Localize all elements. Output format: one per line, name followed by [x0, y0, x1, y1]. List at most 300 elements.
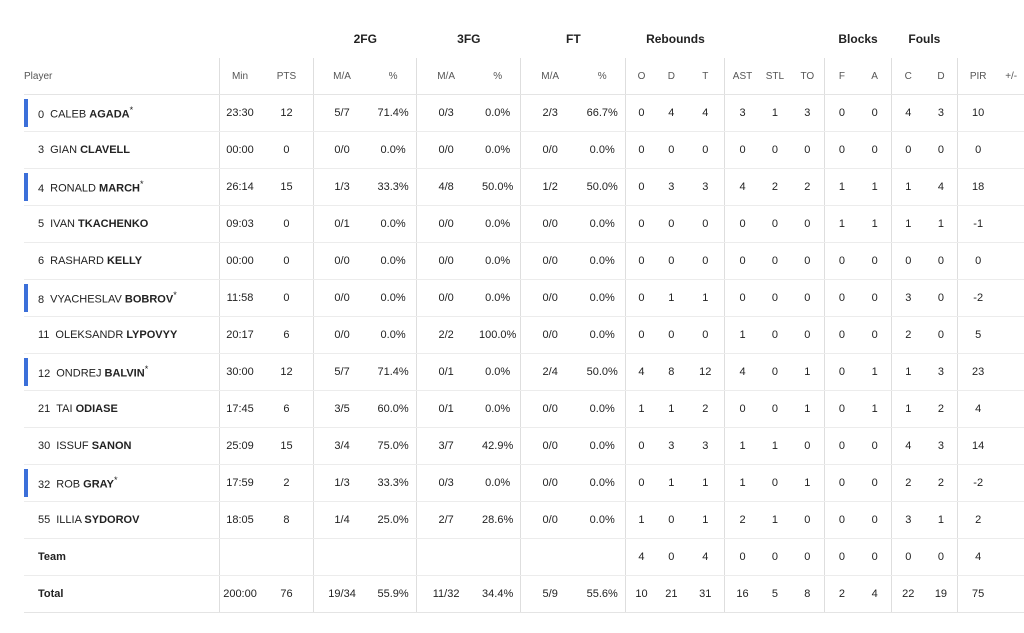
stat-cell: 0 [686, 243, 725, 280]
stat-cell: 0 [760, 354, 791, 391]
starter-indicator [24, 99, 28, 127]
stat-cell [998, 95, 1024, 132]
stat-cell: 3 [925, 428, 958, 465]
stat-cell: 71.4% [370, 95, 417, 132]
starter-indicator [24, 173, 28, 201]
player-cell[interactable] [24, 428, 220, 465]
stat-cell: 0.0% [579, 243, 626, 280]
stat-cell: 0.0% [579, 132, 626, 169]
stat-cell: 0 [790, 428, 825, 465]
stat-cell: 2 [686, 391, 725, 428]
stat-cell: 18:05 [220, 502, 260, 539]
stat-cell: 0 [825, 428, 859, 465]
stat-cell: 5/7 [314, 354, 370, 391]
player-cell[interactable] [24, 317, 220, 354]
player-row[interactable] [24, 391, 1024, 428]
stat-cell: 4 [859, 576, 892, 613]
player-cell[interactable] [24, 243, 220, 280]
stat-cell: 0 [825, 391, 859, 428]
stat-cell: 16 [725, 576, 760, 613]
player-last-name: GRAY [83, 478, 114, 491]
stat-cell: 2/7 [417, 502, 475, 539]
stat-cell [998, 539, 1024, 576]
stat-cell: 4 [891, 95, 925, 132]
stat-cell: 0/0 [521, 502, 579, 539]
stat-cell: 31 [686, 576, 725, 613]
starter-indicator [24, 284, 28, 312]
stat-cell [579, 539, 626, 576]
stat-cell: 1 [760, 428, 791, 465]
stat-cell: 10 [958, 95, 999, 132]
stat-cell: 0 [790, 243, 825, 280]
stat-cell: 1 [657, 391, 687, 428]
stat-cell: 0 [686, 206, 725, 243]
player-first-name: CALEB [50, 108, 87, 121]
stat-cell: 0 [891, 539, 925, 576]
stat-cell: 50.0% [579, 354, 626, 391]
stat-cell: 0/0 [521, 132, 579, 169]
stat-cell: 1 [790, 391, 825, 428]
column-header: PIR [958, 58, 999, 95]
stat-cell: 1 [626, 391, 657, 428]
player-first-name: ROB [56, 478, 81, 491]
stat-cell: 0/3 [417, 465, 475, 502]
stat-cell: 0/0 [521, 243, 579, 280]
player-last-name: AGADA [89, 108, 130, 121]
player-row[interactable] [24, 354, 1024, 391]
stat-cell: 3 [925, 354, 958, 391]
player-last-name: KELLY [106, 255, 143, 267]
player-last-name: BOBROV [124, 293, 174, 306]
stat-cell: 0 [626, 317, 657, 354]
stat-cell: 4 [686, 95, 725, 132]
stat-cell: 6 [260, 391, 314, 428]
stat-cell: 0 [657, 206, 687, 243]
stat-cell: 25.0% [370, 502, 417, 539]
stat-cell [998, 502, 1024, 539]
stat-cell: 0/0 [314, 280, 370, 317]
stat-cell: 26:14 [220, 169, 260, 206]
stat-cell: 1/3 [314, 465, 370, 502]
stat-cell [475, 539, 521, 576]
stat-cell: 76 [260, 576, 314, 613]
stat-cell: 2/2 [417, 317, 475, 354]
stat-cell: 0 [626, 95, 657, 132]
player-cell[interactable] [24, 465, 220, 502]
stat-cell: 0.0% [475, 465, 521, 502]
stat-cell: 0 [859, 243, 892, 280]
stat-cell: 12 [686, 354, 725, 391]
stat-cell: 0/1 [417, 391, 475, 428]
stat-cell: 0 [925, 243, 958, 280]
player-row[interactable] [24, 317, 1024, 354]
player-row[interactable] [24, 280, 1024, 317]
player-last-name: TKACHENKO [78, 218, 149, 230]
stat-cell: 2 [725, 502, 760, 539]
stat-cell: 4 [891, 428, 925, 465]
stat-cell [998, 465, 1024, 502]
stat-cell: 0/0 [521, 280, 579, 317]
stat-cell: 0 [657, 243, 687, 280]
stat-cell: 0 [825, 243, 859, 280]
column-header: M/A [521, 58, 579, 95]
stat-cell: 1 [859, 169, 892, 206]
stat-cell: 0 [760, 465, 791, 502]
stat-cell: 0 [626, 132, 657, 169]
stat-cell: 1 [760, 95, 791, 132]
stat-cell: 8 [657, 354, 687, 391]
stat-cell: 34.4% [475, 576, 521, 613]
player-number: 30 [38, 440, 51, 452]
stat-cell: 0 [859, 502, 892, 539]
stat-cell: 4 [958, 539, 999, 576]
stat-cell: 4 [657, 95, 687, 132]
player-number: 8 [38, 293, 45, 306]
stat-cell: 0.0% [579, 206, 626, 243]
stat-cell: 1 [686, 465, 725, 502]
stat-cell: 55.9% [370, 576, 417, 613]
stat-cell: 33.3% [370, 465, 417, 502]
stat-cell: 200:00 [220, 576, 260, 613]
stat-cell [998, 317, 1024, 354]
stat-cell: 0/3 [417, 95, 475, 132]
stat-cell: 0 [790, 206, 825, 243]
stat-cell: 0 [891, 132, 925, 169]
stat-cell: 0 [760, 539, 791, 576]
stat-cell: 0/0 [521, 317, 579, 354]
stat-cell: 11/32 [417, 576, 475, 613]
stat-cell: 0 [657, 539, 687, 576]
stat-cell: 1 [859, 354, 892, 391]
stat-cell: 0.0% [475, 95, 521, 132]
stat-cell [521, 539, 579, 576]
column-header: F [825, 58, 859, 95]
starter-marker: * [144, 364, 149, 375]
stat-cell: 00:00 [220, 243, 260, 280]
stat-cell: 0/0 [521, 428, 579, 465]
stat-cell: 8 [260, 502, 314, 539]
column-header: +/- [998, 58, 1024, 95]
stat-cell: 0 [825, 539, 859, 576]
stat-cell: 23 [958, 354, 999, 391]
group-header-empty-2 [725, 20, 825, 58]
stat-cell: 0 [686, 132, 725, 169]
player-last-name: SYDOROV [84, 514, 140, 526]
stat-cell: 0.0% [579, 428, 626, 465]
stat-cell: 0 [626, 465, 657, 502]
player-last-name: SANON [91, 440, 132, 452]
stat-cell: -1 [958, 206, 999, 243]
total-row [24, 576, 1024, 613]
player-first-name: IVAN [50, 218, 75, 230]
stat-cell: 1 [657, 280, 687, 317]
stat-cell: 0 [958, 132, 999, 169]
player-number: 5 [38, 218, 45, 230]
stat-cell: 3 [686, 169, 725, 206]
stat-cell: 0 [859, 428, 892, 465]
stat-cell: 0 [825, 354, 859, 391]
stat-cell: 0 [626, 169, 657, 206]
stat-cell: 0/0 [417, 243, 475, 280]
stat-cell: 0 [260, 243, 314, 280]
stat-cell: 1 [859, 391, 892, 428]
player-row[interactable] [24, 243, 1024, 280]
group-header-rebounds: Rebounds [646, 32, 705, 46]
player-cell[interactable] [24, 95, 220, 132]
column-header: C [891, 58, 925, 95]
stat-cell: 0.0% [475, 354, 521, 391]
column-header: TO [790, 58, 825, 95]
player-cell[interactable] [24, 280, 220, 317]
stat-cell: 3/5 [314, 391, 370, 428]
stat-cell: 0 [725, 243, 760, 280]
stat-cell: 0 [925, 539, 958, 576]
stat-cell: 0 [260, 132, 314, 169]
stat-cell: 09:03 [220, 206, 260, 243]
group-header-empty [24, 20, 314, 58]
stat-cell: 0.0% [475, 132, 521, 169]
player-cell[interactable] [24, 354, 220, 391]
stat-cell: 3/7 [417, 428, 475, 465]
column-header: D [925, 58, 958, 95]
stat-cell: 1 [925, 502, 958, 539]
stat-cell: 5/9 [521, 576, 579, 613]
stat-cell: 0.0% [475, 280, 521, 317]
stat-cell: 11:58 [220, 280, 260, 317]
stat-cell: 1 [925, 206, 958, 243]
stat-cell: 2 [260, 465, 314, 502]
stat-cell: 0 [790, 280, 825, 317]
stat-cell: 4 [958, 391, 999, 428]
stat-cell: 1/4 [314, 502, 370, 539]
player-number: 6 [38, 255, 45, 267]
player-row[interactable] [24, 132, 1024, 169]
starter-marker: * [113, 475, 118, 486]
stat-cell: 0 [626, 280, 657, 317]
player-cell[interactable] [24, 502, 220, 539]
stat-cell: 1 [891, 169, 925, 206]
player-cell[interactable] [24, 206, 220, 243]
stat-cell: 1 [725, 317, 760, 354]
stat-cell: 0/0 [314, 243, 370, 280]
starter-marker: * [139, 179, 144, 190]
team-row [24, 539, 1024, 576]
stat-cell [998, 354, 1024, 391]
player-row[interactable] [24, 169, 1024, 206]
stat-cell: 2/4 [521, 354, 579, 391]
stat-cell: 0 [760, 391, 791, 428]
stat-cell: 0 [925, 132, 958, 169]
stat-cell: 17:59 [220, 465, 260, 502]
stat-cell: 1 [626, 502, 657, 539]
stat-cell: 0/0 [521, 465, 579, 502]
stat-cell: 0 [859, 95, 892, 132]
column-header: M/A [417, 58, 475, 95]
stat-cell: 1 [825, 206, 859, 243]
stat-cell: 15 [260, 428, 314, 465]
column-header: % [370, 58, 417, 95]
player-row[interactable] [24, 95, 1024, 132]
starter-indicator [24, 358, 28, 386]
stat-cell: 71.4% [370, 354, 417, 391]
stat-cell: 1/2 [521, 169, 579, 206]
column-header: D [657, 58, 687, 95]
stat-cell: -2 [958, 280, 999, 317]
stat-cell: 0 [725, 206, 760, 243]
player-row[interactable] [24, 465, 1024, 502]
stat-cell: 0.0% [370, 243, 417, 280]
stat-cell: 0.0% [370, 280, 417, 317]
stat-cell: 0 [790, 502, 825, 539]
stat-cell: 4 [626, 354, 657, 391]
stat-cell: 0 [260, 280, 314, 317]
stat-cell: 1 [790, 354, 825, 391]
stat-cell: 21 [657, 576, 687, 613]
stat-cell: 1 [760, 502, 791, 539]
stat-cell: 4 [686, 539, 725, 576]
column-header: AST [725, 58, 760, 95]
stat-cell: 1 [686, 502, 725, 539]
group-header-fouls: Fouls [908, 32, 941, 46]
stat-cell: 0/0 [314, 317, 370, 354]
stat-cell: 00:00 [220, 132, 260, 169]
stat-cell: 3 [725, 95, 760, 132]
player-row[interactable] [24, 428, 1024, 465]
stat-cell: 0 [891, 243, 925, 280]
column-header: % [475, 58, 521, 95]
stat-cell: 30:00 [220, 354, 260, 391]
stat-cell: 4/8 [417, 169, 475, 206]
stat-cell: 0 [626, 428, 657, 465]
stat-cell: 0 [657, 317, 687, 354]
player-first-name: ILLIA [56, 514, 82, 526]
group-header-2fg: 2FG [353, 32, 377, 46]
stat-cell: 0 [925, 280, 958, 317]
player-last-name: BALVIN [104, 367, 145, 380]
stat-cell: 55.6% [579, 576, 626, 613]
stat-cell: 0 [725, 391, 760, 428]
group-header-empty-3 [958, 20, 1024, 58]
player-number: 12 [38, 367, 51, 380]
stat-cell: 8 [790, 576, 825, 613]
stat-cell: -2 [958, 465, 999, 502]
player-cell[interactable] [24, 169, 220, 206]
stat-cell: 5 [760, 576, 791, 613]
stat-cell: 100.0% [475, 317, 521, 354]
player-number: 11 [38, 329, 50, 341]
column-header: STL [760, 58, 791, 95]
stat-cell: 0 [859, 317, 892, 354]
column-header-row [24, 58, 1024, 95]
stat-cell: 0.0% [370, 317, 417, 354]
player-row[interactable] [24, 502, 1024, 539]
stat-cell [314, 539, 370, 576]
stat-cell: 0 [925, 317, 958, 354]
stat-cell: 33.3% [370, 169, 417, 206]
stat-cell [998, 243, 1024, 280]
stat-cell: 42.9% [475, 428, 521, 465]
stat-cell: 6 [260, 317, 314, 354]
player-cell[interactable] [24, 132, 220, 169]
stat-cell: 0 [790, 539, 825, 576]
player-first-name: ONDREJ [56, 367, 102, 380]
player-first-name: OLEKSANDR [55, 329, 124, 341]
stat-cell: 0/0 [521, 206, 579, 243]
player-last-name: ODIASE [75, 403, 118, 415]
column-header: % [579, 58, 626, 95]
stat-cell: 3 [686, 428, 725, 465]
player-row[interactable] [24, 206, 1024, 243]
stat-cell: 0 [859, 280, 892, 317]
stat-cell: 0/0 [314, 132, 370, 169]
stat-cell: 3 [657, 169, 687, 206]
stat-cell: 2 [891, 317, 925, 354]
group-header-3fg: 3FG [457, 32, 481, 46]
stat-cell: 3/4 [314, 428, 370, 465]
player-first-name: TAI [56, 403, 73, 415]
total-row-label: Total [24, 576, 220, 613]
stat-cell: 1 [657, 465, 687, 502]
stat-cell: 23:30 [220, 95, 260, 132]
stat-cell [998, 428, 1024, 465]
stat-cell: 0/0 [417, 280, 475, 317]
stat-cell: 0 [825, 502, 859, 539]
stat-cell: 0 [725, 280, 760, 317]
player-number: 32 [38, 478, 51, 491]
starter-marker: * [129, 105, 134, 116]
player-last-name: MARCH [99, 182, 140, 195]
stat-cell: 0 [790, 317, 825, 354]
stat-cell: 4 [925, 169, 958, 206]
stat-cell: 0/0 [417, 206, 475, 243]
player-first-name: VYACHESLAV [50, 293, 122, 306]
column-header: Player [24, 58, 220, 95]
stat-cell: 0 [859, 539, 892, 576]
stat-cell: 0/0 [417, 132, 475, 169]
stat-cell [998, 169, 1024, 206]
stat-cell: 0 [725, 539, 760, 576]
stat-cell: 0 [760, 280, 791, 317]
stat-cell: 15 [260, 169, 314, 206]
player-cell[interactable] [24, 391, 220, 428]
stat-cell: 0 [760, 206, 791, 243]
stat-cell: 4 [626, 539, 657, 576]
stat-cell: 2 [790, 169, 825, 206]
stat-cell: 12 [260, 354, 314, 391]
stat-cell: 75 [958, 576, 999, 613]
stat-cell: 50.0% [579, 169, 626, 206]
stat-cell: 4 [725, 354, 760, 391]
stat-cell: 17:45 [220, 391, 260, 428]
column-header: O [626, 58, 657, 95]
stat-cell [260, 539, 314, 576]
stat-cell: 5 [958, 317, 999, 354]
stat-cell: 0.0% [370, 132, 417, 169]
player-last-name: CLAVELL [80, 144, 130, 156]
stat-cell: 0 [725, 132, 760, 169]
stat-cell [998, 132, 1024, 169]
stat-cell: 0.0% [579, 317, 626, 354]
player-first-name: RONALD [50, 182, 96, 195]
player-number: 55 [38, 514, 51, 526]
stat-cell: 0/1 [314, 206, 370, 243]
box-score-table [24, 20, 1024, 613]
stat-cell [370, 539, 417, 576]
stat-cell: 0 [760, 132, 791, 169]
team-row-label: Team [24, 539, 220, 576]
column-header: A [859, 58, 892, 95]
stat-cell: 0.0% [579, 502, 626, 539]
